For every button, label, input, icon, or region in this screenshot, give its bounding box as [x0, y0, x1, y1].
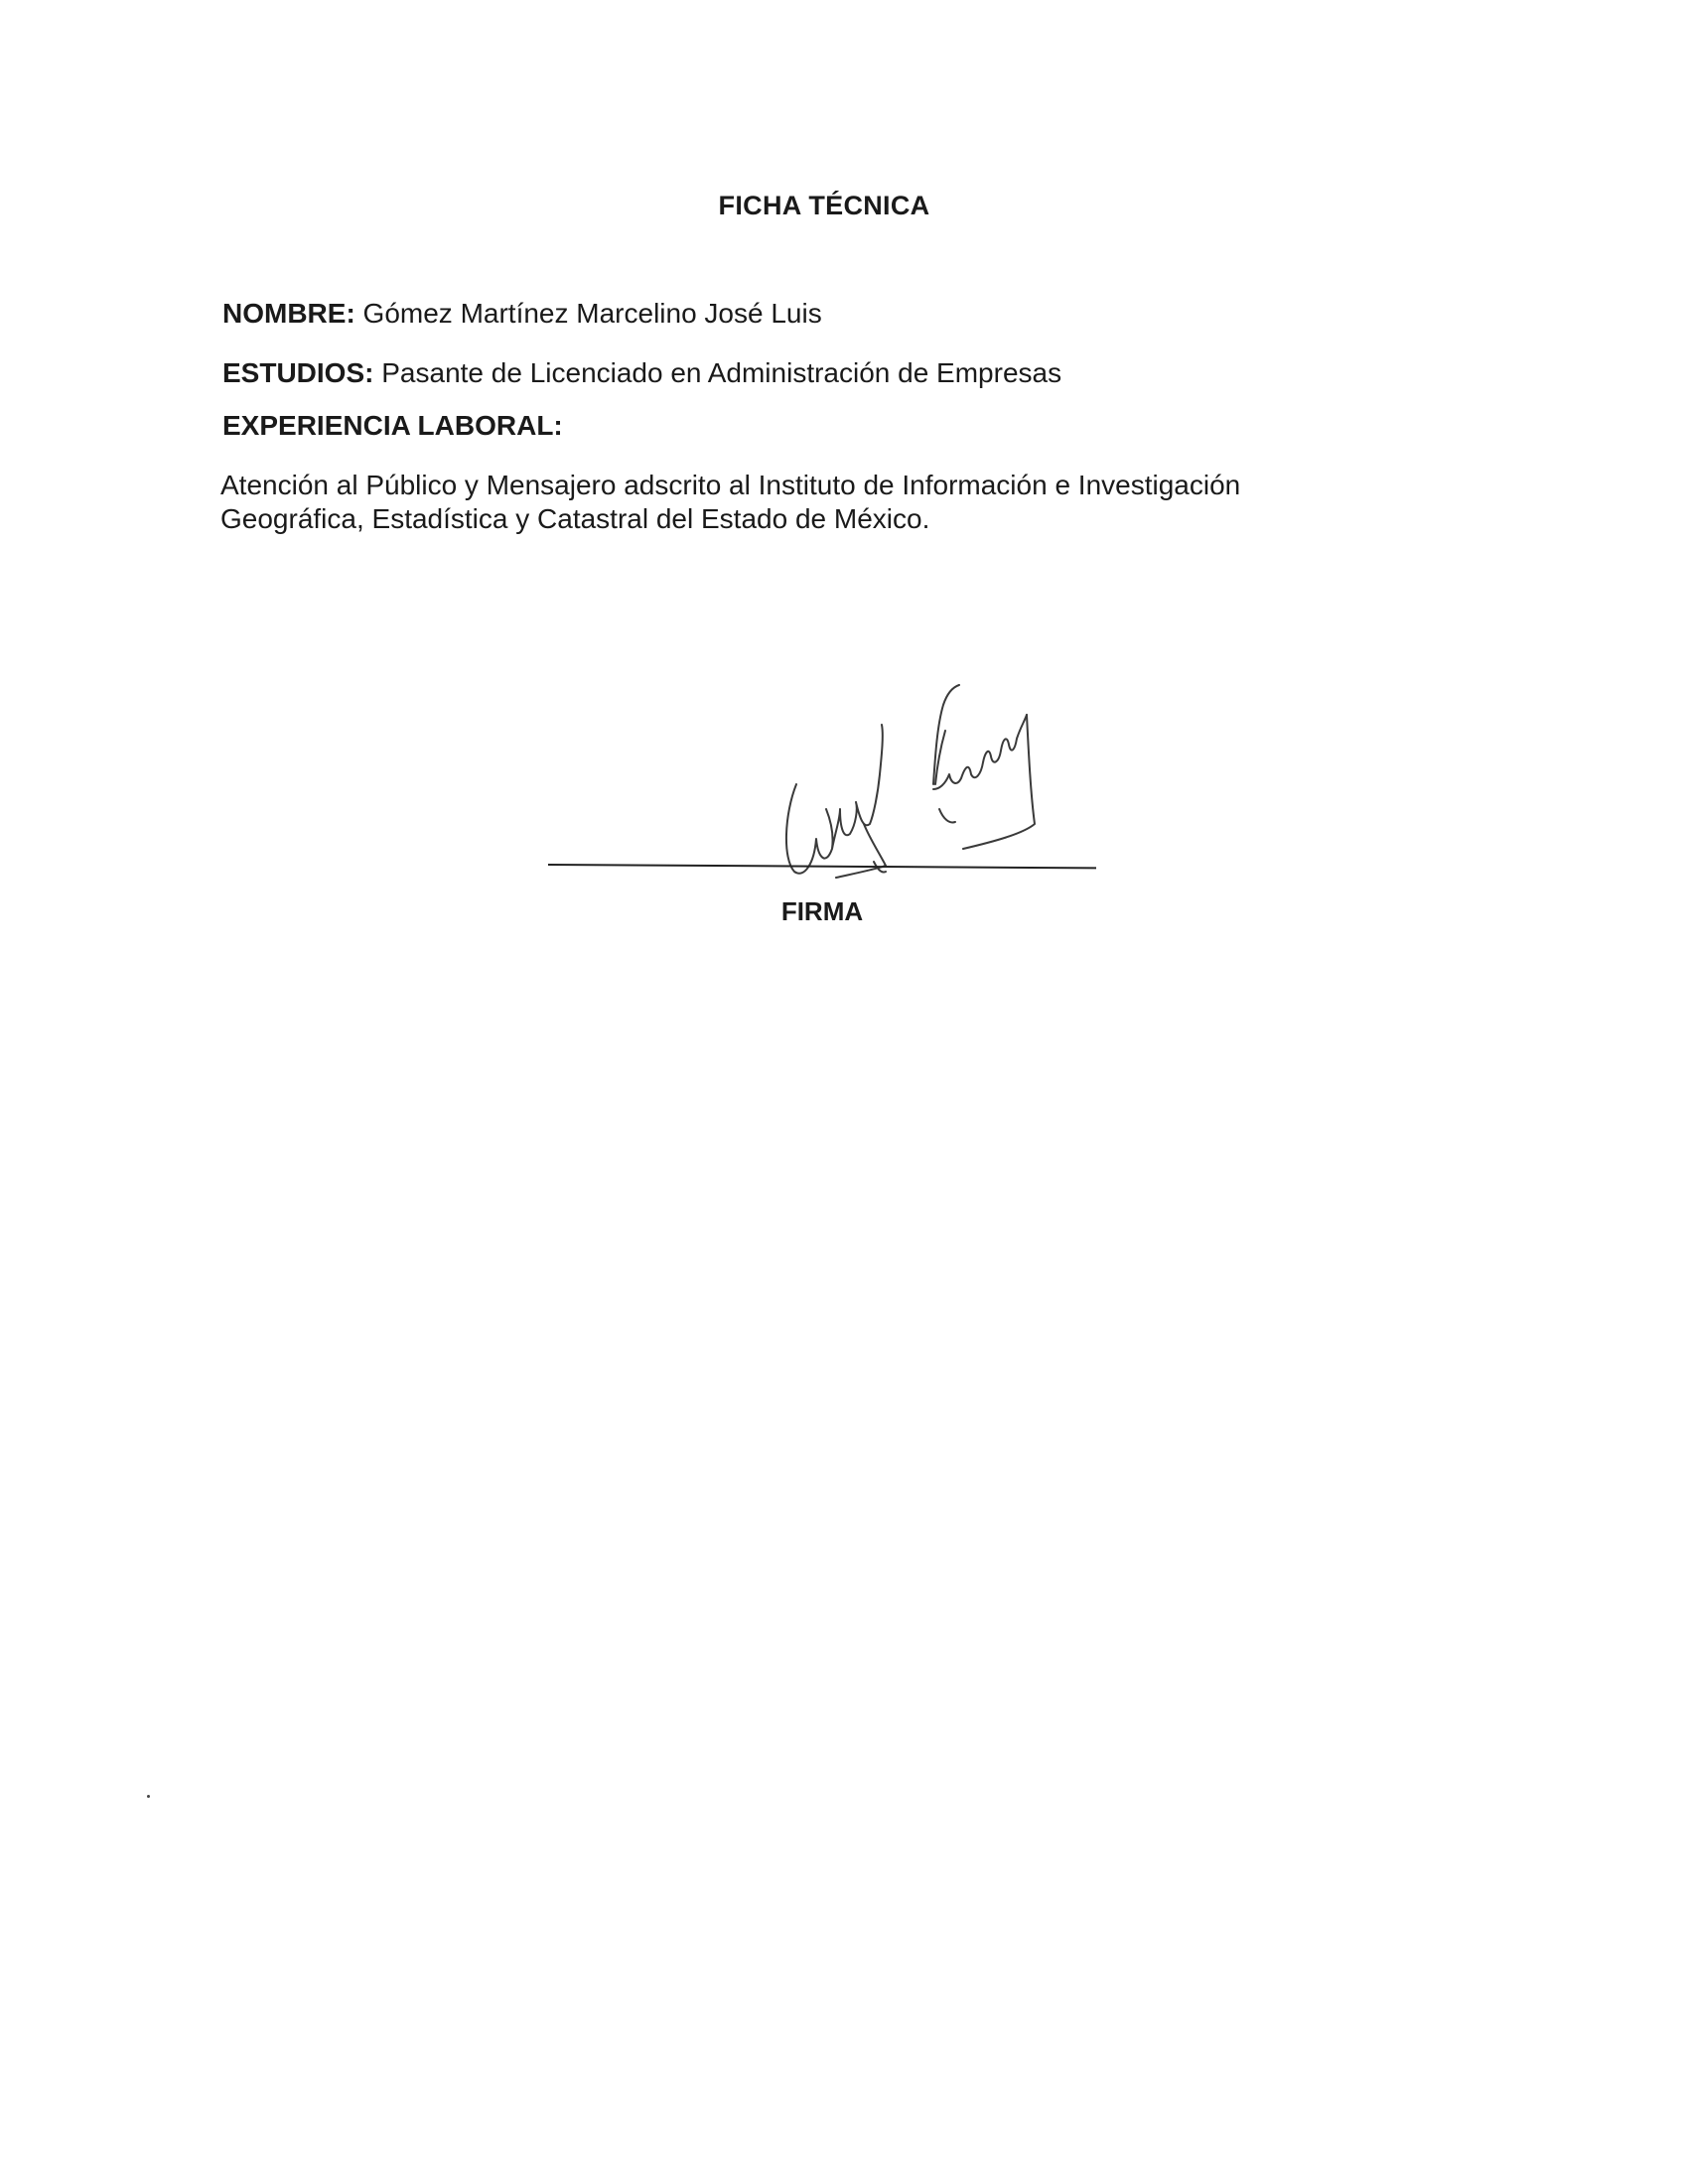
- nombre-value: Gómez Martínez Marcelino José Luis: [362, 298, 822, 329]
- experiencia-field: [222, 410, 563, 442]
- experiencia-text: Atención al Público y Mensajero adscrito al Instituto de Información e Investigación Geográfica, Estadística y Catastral del Estado de México.: [220, 470, 1241, 534]
- scan-speck: [147, 1795, 150, 1798]
- experiencia-label: EXPERIENCIA LABORAL:: [222, 410, 563, 441]
- nombre-label: NOMBRE:: [222, 298, 355, 329]
- nombre-field: [222, 298, 822, 330]
- estudios-field: [222, 357, 1061, 389]
- handwritten-signature: [774, 635, 1092, 893]
- page-title: FICHA TÉCNICA: [718, 191, 930, 220]
- firma-label: FIRMA: [780, 896, 864, 926]
- estudios-label: ESTUDIOS:: [222, 357, 374, 388]
- estudios-value: Pasante de Licenciado en Administración de Empresas: [381, 357, 1062, 388]
